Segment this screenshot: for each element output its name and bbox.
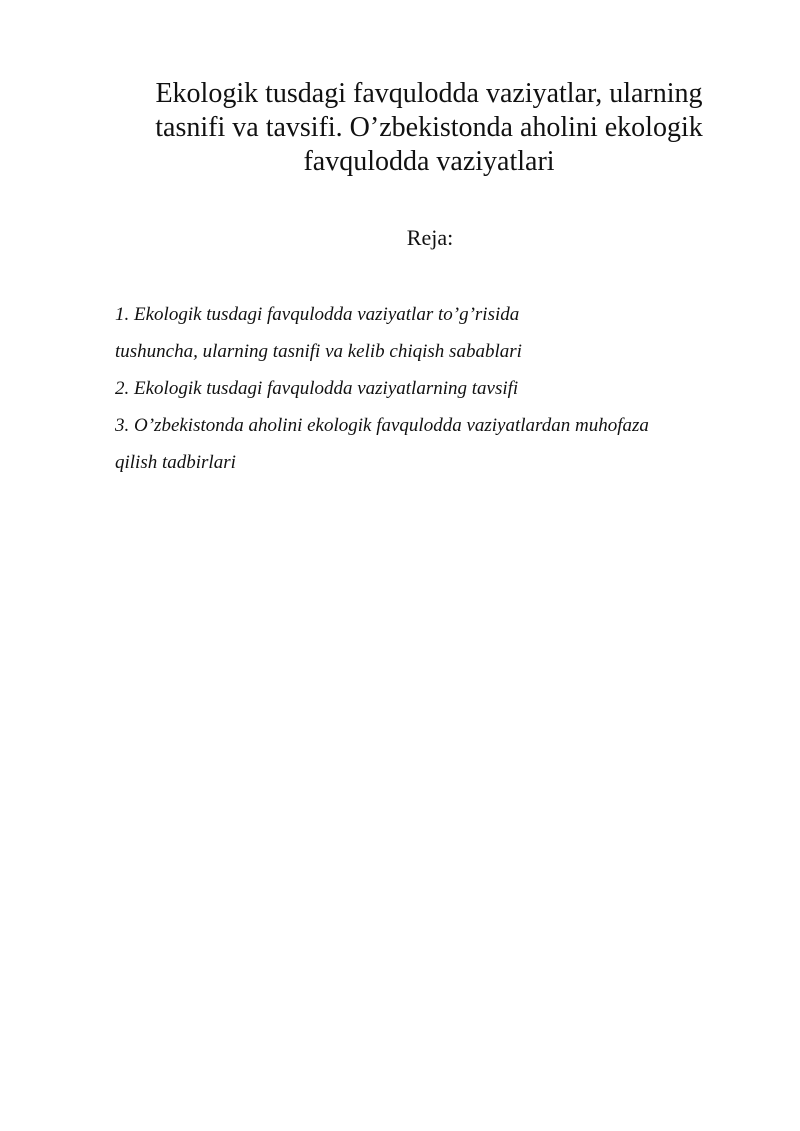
plan-list	[115, 296, 755, 481]
title-line: favqulodda vaziyatlari	[303, 146, 555, 177]
plan-item-1: 1. Ekologik tusdagi favqulodda vaziyatlar to’g’risida	[115, 304, 520, 325]
plan-heading: Reja:	[406, 225, 454, 250]
plan-item-3: 3. O’zbekistonda aholini ekologik favqulodda vaziyatlardan muhofaza	[115, 415, 649, 436]
plan-item-2: 2. Ekologik tusdagi favqulodda vaziyatlarning tavsifi	[115, 378, 519, 399]
title-line: tasnifi va tavsifi. O’zbekistonda aholini ekologik	[155, 112, 703, 143]
plan-item-1-continued: tushuncha, ularning tasnifi va kelib chiqish sabablari	[115, 341, 522, 362]
title-line: Ekologik tusdagi favqulodda vaziyatlar, ularning	[155, 78, 703, 109]
document-title	[125, 77, 733, 179]
plan-item-3-continued: qilish tadbirlari	[115, 452, 236, 473]
